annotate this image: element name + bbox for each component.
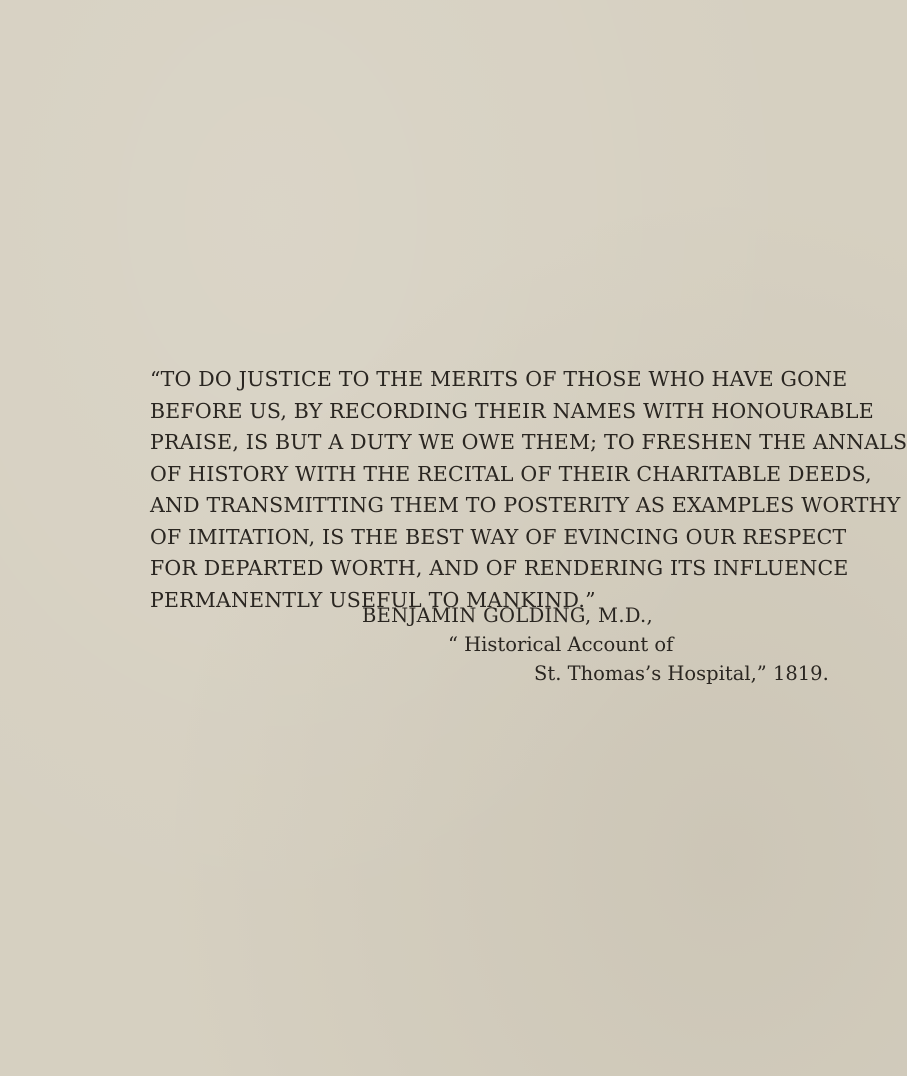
quote-line: “TO DO JUSTICE TO THE MERITS OF THOSE WHO HAVE GONE bbox=[150, 367, 848, 391]
quote-line: AND TRANSMITTING THEM TO POSTERITY AS EXAMPLES WORTHY bbox=[150, 493, 901, 517]
quote-line: FOR DEPARTED WORTH, AND OF RENDERING ITS INFLUENCE bbox=[150, 556, 849, 580]
quote-line: PRAISE, IS BUT A DUTY WE OWE THEM; TO FRESHEN THE ANNALS bbox=[150, 430, 907, 454]
quote-line: OF HISTORY WITH THE RECITAL OF THEIR CHARITABLE DEEDS, bbox=[150, 461, 872, 486]
quote-line: OF IMITATION, IS THE BEST WAY OF EVINCING OUR RESPECT bbox=[150, 524, 847, 549]
attribution-source: St. Thomas’s Hospital,” 1819. bbox=[534, 662, 829, 685]
quote-line: BEFORE US, BY RECORDING THEIR NAMES WITH HONOURABLE bbox=[150, 398, 874, 423]
quote-line: PERMANENTLY USEFUL TO MANKIND.” bbox=[150, 587, 596, 612]
epigraph-quote bbox=[150, 364, 907, 616]
quote-attribution bbox=[0, 602, 829, 702]
attribution-author: BENJAMIN GOLDING, M.D., bbox=[362, 604, 654, 627]
attribution-work: “ Historical Account of bbox=[448, 633, 674, 656]
